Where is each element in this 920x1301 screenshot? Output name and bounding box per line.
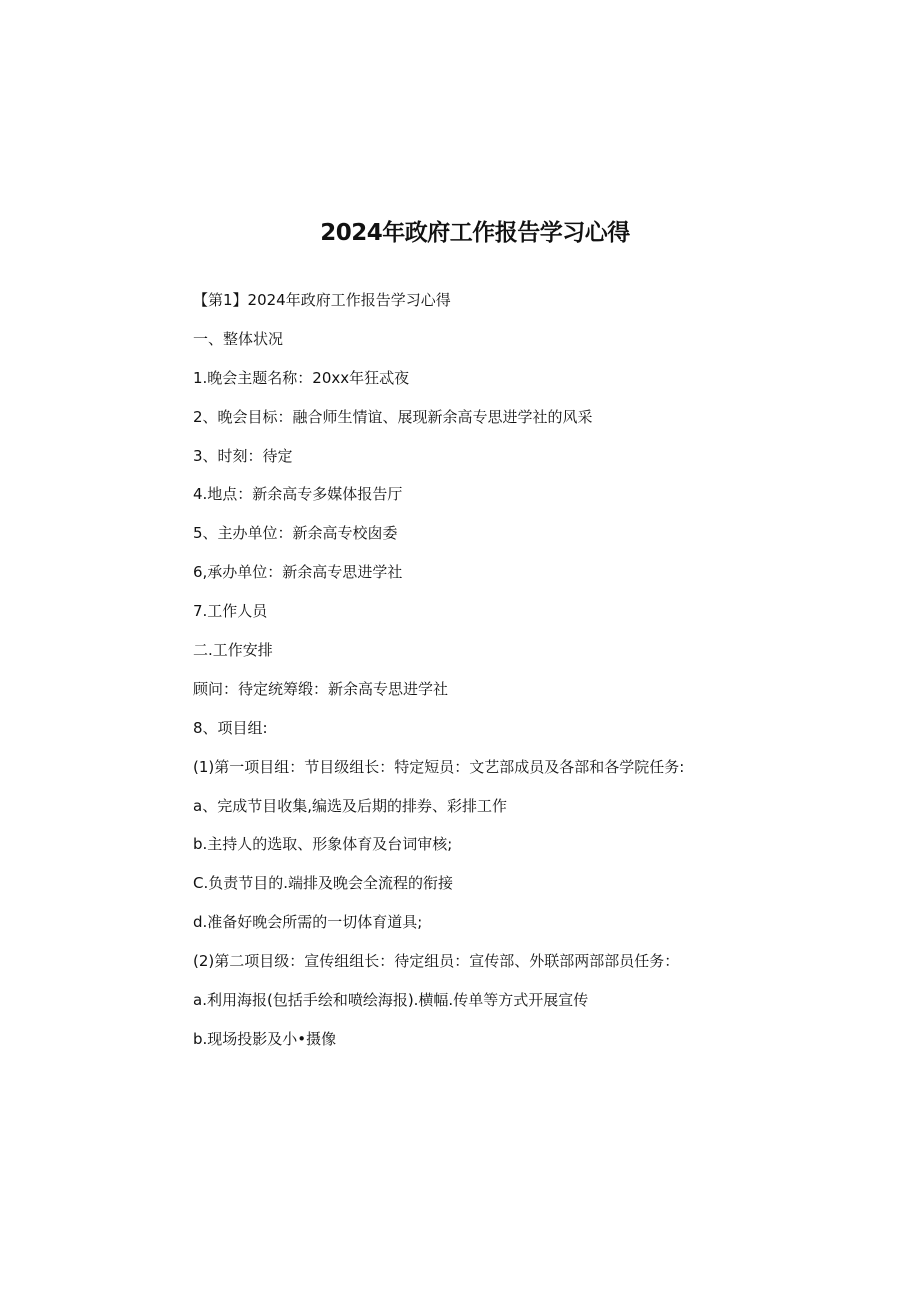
doc-line: 顾问：待定统筹缎：新余高专思进学社 bbox=[193, 679, 449, 698]
doc-line: 一、整体状况 bbox=[193, 329, 284, 348]
doc-line: 2、晚会目标：融合师生情谊、展现新余高专思进学社的风采 bbox=[193, 407, 593, 426]
doc-line: 【第1】2024年政府工作报告学习心得 bbox=[193, 291, 451, 309]
doc-line: 6,承办单位：新余高专思进学社 bbox=[193, 563, 403, 582]
doc-line: 3、时刻：待定 bbox=[193, 446, 293, 465]
doc-line: 7.工作人员 bbox=[193, 602, 268, 621]
doc-line: 4.地点：新余高专多媒体报告厅 bbox=[193, 485, 403, 504]
doc-line: d.准备好晚会所需的一切体育道具; bbox=[193, 913, 423, 932]
doc-line: b.主持人的选取、形象体育及台词审核; bbox=[193, 835, 453, 854]
doc-line: 5、主办单位：新余高专校囱委 bbox=[193, 524, 398, 543]
doc-line: b.现场投影及小•摄像 bbox=[193, 1029, 337, 1048]
document-body bbox=[193, 290, 873, 1068]
doc-line: (1)第一项目组：节目级组长：特定短员：文艺部成员及各部和各学院任务: bbox=[193, 757, 685, 776]
doc-line: 1.晚会主题名称：20xx年狂忒夜 bbox=[193, 368, 410, 387]
doc-line: 二.工作安排 bbox=[193, 641, 273, 660]
document-title: 2024年政府工作报告学习心得 bbox=[320, 220, 630, 246]
doc-line: 8、项目组: bbox=[193, 718, 268, 737]
doc-line: a.利用海报(包括手绘和喷绘海报).横幅.传单等方式开展宣传 bbox=[193, 991, 589, 1010]
doc-line: (2)第二项目级：宣传组组长：待定组员：宣传部、外联部两部部员任务： bbox=[193, 952, 680, 971]
doc-line: a、完成节目收集,编选及后期的排券、彩排工作 bbox=[193, 796, 507, 815]
doc-line: C.负责节目的.端排及晚会全流程的衔接 bbox=[193, 874, 454, 893]
